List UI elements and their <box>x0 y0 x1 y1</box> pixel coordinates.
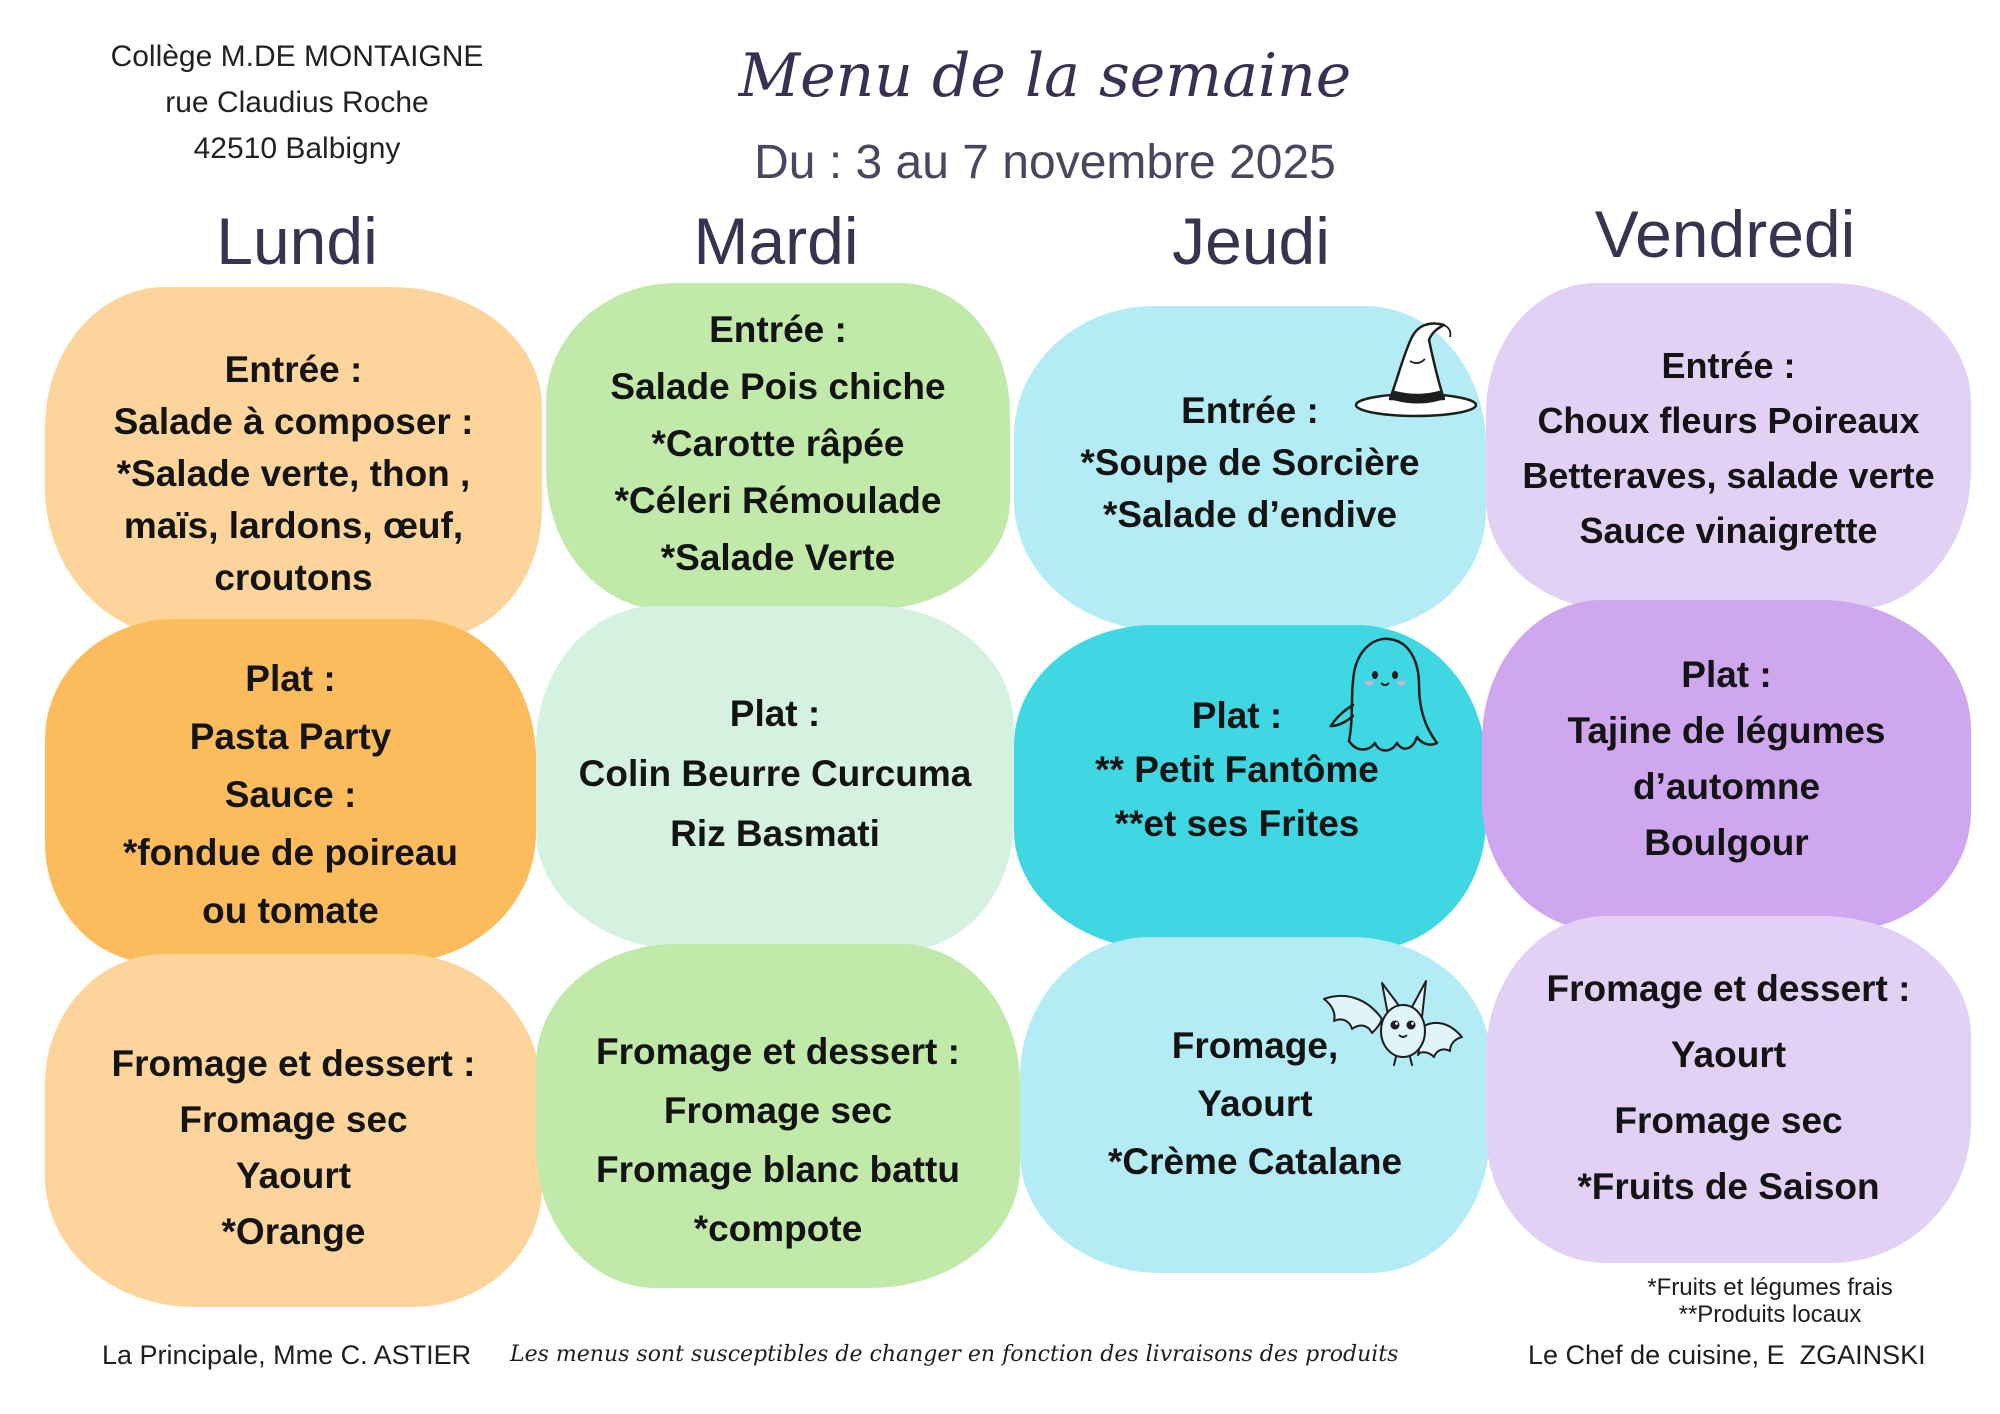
vendredi-dessert-card <box>1486 916 1971 1263</box>
witch-hat-icon <box>1352 319 1480 421</box>
vendredi-entree-heading: Entrée : <box>1661 345 1796 386</box>
vendredi-dessert-heading: Fromage et dessert : <box>1546 968 1911 1009</box>
lundi-plat-line: Sauce : <box>224 774 357 815</box>
mardi-dessert-line: Fromage blanc battu <box>596 1149 960 1190</box>
day-heading-mardi: Mardi <box>693 204 859 278</box>
mardi-plat-line: Colin Beurre Curcuma <box>578 753 972 794</box>
school-street: rue Claudius Roche <box>165 86 429 119</box>
footer-chef: Le Chef de cuisine, E ZGAINSKI <box>1528 1340 1926 1370</box>
vendredi-plat-line: Boulgour <box>1644 822 1809 863</box>
lundi-entree-line: *Salade verte, thon , <box>116 453 471 494</box>
legend-notes <box>1600 1274 1940 1328</box>
jeudi-entree-heading: Entrée : <box>1181 390 1319 431</box>
lundi-dessert-card <box>45 954 542 1307</box>
lundi-entree-card <box>45 287 542 638</box>
lundi-dessert-line: Yaourt <box>235 1155 352 1196</box>
mardi-dessert-heading: Fromage et dessert : <box>596 1031 960 1072</box>
footer-principal: La Principale, Mme C. ASTIER <box>102 1340 472 1370</box>
vendredi-plat-line: d’automne <box>1632 766 1821 807</box>
bat-icon <box>1320 967 1467 1078</box>
vendredi-entree-line: Choux fleurs Poireaux <box>1537 400 1920 441</box>
day-heading-lundi: Lundi <box>216 204 378 278</box>
vendredi-entree-card <box>1486 283 1971 610</box>
mardi-entree-line: Salade Pois chiche <box>610 366 946 407</box>
day-heading-vendredi: Vendredi <box>1594 197 1856 271</box>
lundi-entree-line: croutons <box>214 557 373 598</box>
jeudi-dessert-card <box>1020 937 1490 1273</box>
lundi-plat-line: ou tomate <box>202 890 379 931</box>
jeudi-plat-heading: Plat : <box>1191 695 1283 736</box>
note-local: **Produits locaux <box>1678 1301 1862 1328</box>
school-address <box>60 34 534 172</box>
jeudi-plat-line: **et ses Frites <box>1114 803 1360 844</box>
vendredi-entree-line: Sauce vinaigrette <box>1579 510 1878 551</box>
day-heading-jeudi: Jeudi <box>1172 204 1330 278</box>
lundi-plat-line: Pasta Party <box>189 716 392 757</box>
mardi-entree-card <box>546 283 1010 610</box>
jeudi-entree-line: *Soupe de Sorcière <box>1080 442 1420 483</box>
vendredi-plat-card <box>1482 600 1971 931</box>
mardi-plat-card <box>536 606 1014 950</box>
mardi-entree-line: *Salade Verte <box>660 537 896 578</box>
jeudi-plat-card <box>1014 625 1486 950</box>
jeudi-dessert-line: *Crème Catalane <box>1107 1141 1403 1182</box>
jeudi-entree-line: *Salade d’endive <box>1102 494 1398 535</box>
date-range: Du : 3 au 7 novembre 2025 <box>754 136 1336 189</box>
note-fresh: *Fruits et légumes frais <box>1647 1274 1893 1301</box>
jeudi-dessert-line: Yaourt <box>1197 1083 1313 1124</box>
mardi-entree-heading: Entrée : <box>709 309 847 350</box>
jeudi-plat-line: ** Petit Fantôme <box>1095 749 1379 790</box>
mardi-plat-heading: Plat : <box>729 693 821 734</box>
vendredi-dessert-line: Yaourt <box>1670 1034 1787 1075</box>
page-title: Menu de la semaine <box>738 41 1352 111</box>
lundi-plat-card <box>45 619 536 963</box>
lundi-entree-heading: Entrée : <box>224 349 363 390</box>
lundi-entree-line: Salade à composer : <box>113 401 474 442</box>
ghost-icon <box>1327 631 1441 759</box>
mardi-plat-line: Riz Basmati <box>670 813 880 854</box>
mardi-entree-line: *Céleri Rémoulade <box>614 480 942 521</box>
lundi-entree-line: maïs, lardons, œuf, <box>123 505 464 546</box>
school-city: 42510 Balbigny <box>193 132 401 165</box>
mardi-dessert-line: Fromage sec <box>663 1090 893 1131</box>
jeudi-entree-card <box>1014 306 1486 631</box>
vendredi-plat-heading: Plat : <box>1681 654 1772 695</box>
lundi-plat-heading: Plat : <box>245 658 336 699</box>
school-name: Collège M.DE MONTAIGNE <box>110 40 484 73</box>
lundi-dessert-heading: Fromage et dessert : <box>111 1043 476 1084</box>
mardi-dessert-line: *compote <box>693 1208 863 1249</box>
lundi-dessert-line: Fromage sec <box>179 1099 408 1140</box>
footer-disclaimer: Les menus sont susceptibles de changer en fonction des livraisons des produits <box>510 1342 1399 1367</box>
vendredi-dessert-line: *Fruits de Saison <box>1577 1166 1880 1207</box>
vendredi-dessert-line: Fromage sec <box>1614 1100 1843 1141</box>
mardi-dessert-card <box>536 944 1020 1288</box>
lundi-dessert-line: *Orange <box>221 1211 366 1252</box>
jeudi-dessert-heading: Fromage, <box>1171 1025 1339 1066</box>
lundi-plat-line: *fondue de poireau <box>122 832 459 873</box>
vendredi-plat-line: Tajine de légumes <box>1567 710 1886 751</box>
mardi-entree-line: *Carotte râpée <box>651 423 905 464</box>
vendredi-entree-line: Betteraves, salade verte <box>1522 455 1935 496</box>
